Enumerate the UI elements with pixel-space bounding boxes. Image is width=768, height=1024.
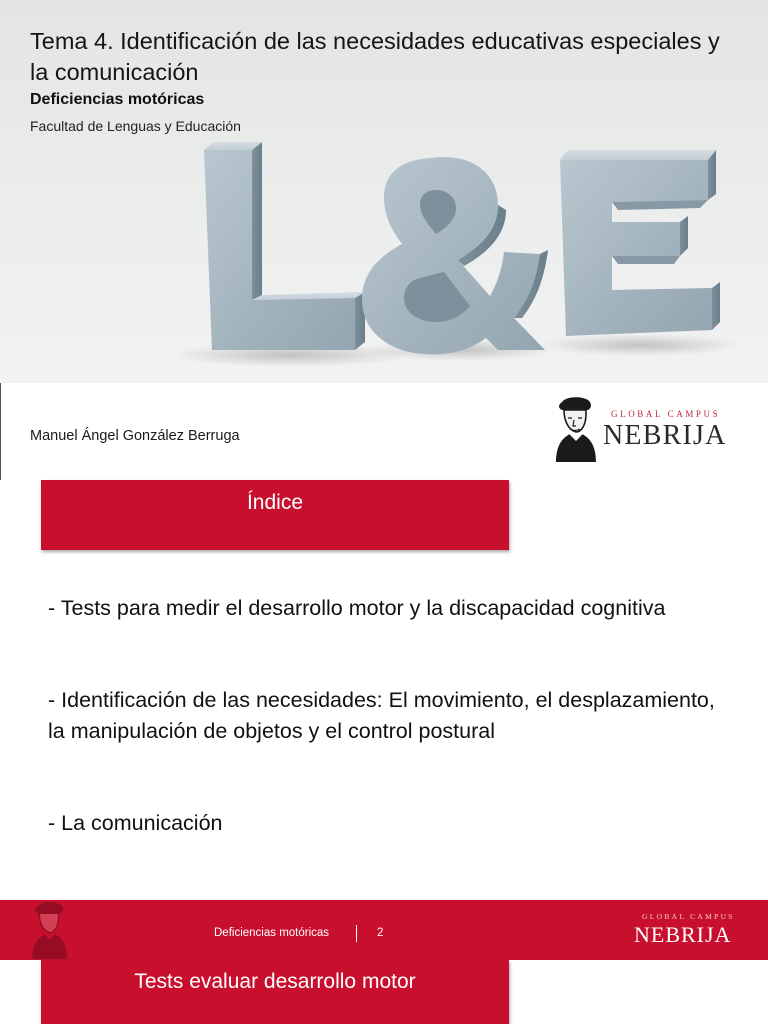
index-heading-box	[41, 480, 509, 550]
letter-e-shape	[560, 150, 720, 336]
next-slide-heading-box	[41, 960, 509, 1024]
index-item: - La comunicación	[48, 811, 223, 835]
left-divider	[0, 383, 1, 480]
index-item: - Identificación de las necesidades: El movimiento, el desplazamiento, la manipulación de objetos y el control postural	[48, 688, 715, 743]
letter-l-shape	[204, 142, 365, 350]
index-item: - Tests para medir el desarrollo motor y la discapacidad cognitiva	[48, 596, 666, 620]
ampersand-shape	[362, 157, 548, 354]
footer-portrait-icon	[24, 901, 72, 959]
footer-label: Deficiencias motóricas	[214, 927, 330, 939]
next-slide-heading: Tests evaluar desarrollo motor	[134, 970, 416, 993]
footer-separator	[356, 925, 357, 942]
footer-logo-tagline: GLOBAL CAMPUS	[642, 912, 735, 921]
slide-subtitle: Deficiencias motóricas	[30, 91, 205, 108]
logo-tagline: GLOBAL CAMPUS	[611, 409, 721, 419]
slide-title: Tema 4. Identificación de las necesidades educativas especiales y la comunicación	[30, 28, 720, 85]
cover-hero-image	[0, 0, 768, 383]
page-number: 2	[377, 927, 384, 939]
faculty-label: Facultad de Lenguas y Educación	[30, 118, 241, 134]
footer-logo-wordmark: NEBRIJA	[634, 922, 732, 947]
author-name: Manuel Ángel González Berruga	[30, 428, 240, 444]
logo-wordmark: NEBRIJA	[603, 420, 727, 451]
index-heading: Índice	[246, 491, 304, 514]
nebrija-portrait-icon	[548, 396, 600, 462]
nebrija-logo	[548, 396, 748, 464]
